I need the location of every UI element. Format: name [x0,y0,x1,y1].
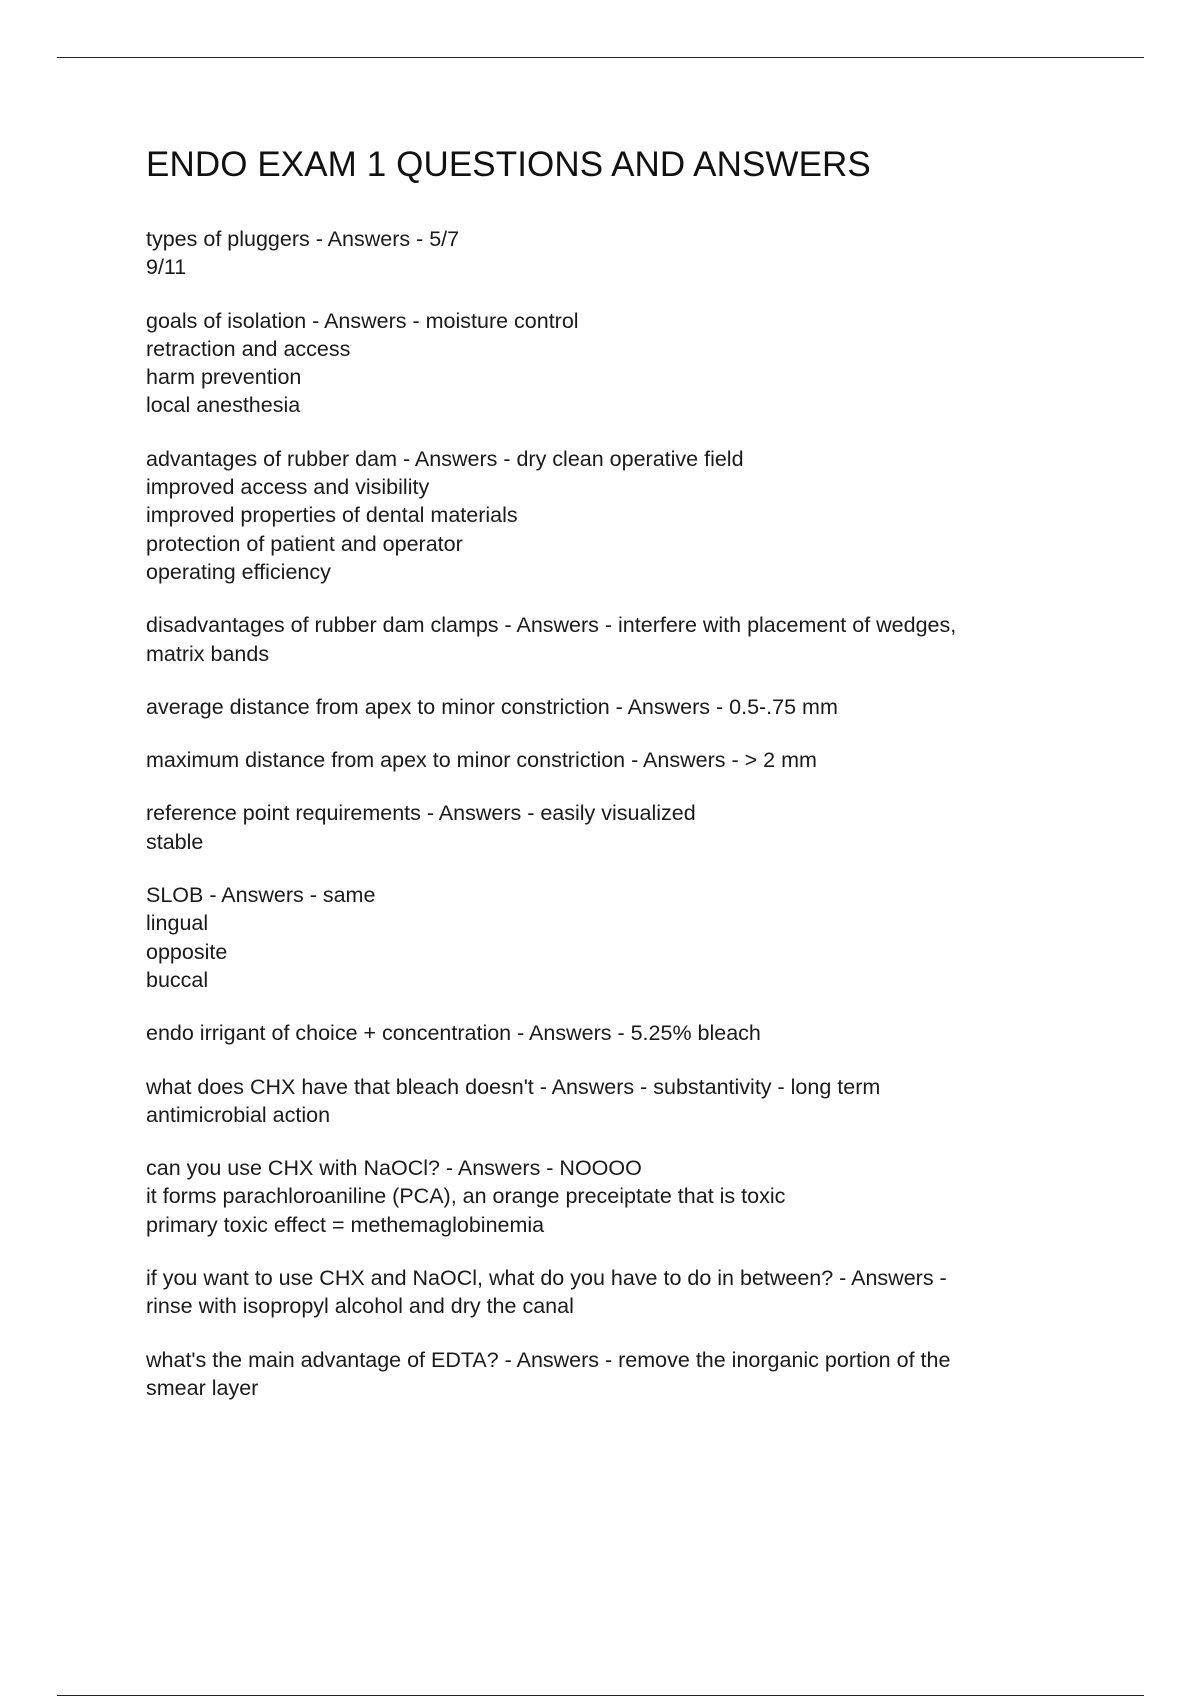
qa-line: types of pluggers - Answers - 5/7 [146,227,460,251]
qa-line: protection of patient and operator [146,531,463,556]
qa-line: reference point requirements - Answers - easily visualized [146,801,696,826]
qa-line: operating efficiency [146,559,331,584]
qa-line: retraction and access [146,336,351,361]
qa-line: it forms parachloroaniline (PCA), an orange preceiptate that is toxic [146,1184,786,1209]
qa-entry-chx-vs-bleach [146,1073,1086,1130]
qa-line: if you want to use CHX and NaOCl, what do you have to do in between? - Answers - [146,1266,947,1291]
top-divider [57,57,1144,58]
qa-line: goals of isolation - Answers - moisture control [146,308,579,333]
qa-entry-irrigant [146,1019,1086,1047]
qa-line: average distance from apex to minor constriction - Answers - 0.5-.75 mm [146,694,838,719]
qa-line: improved properties of dental materials [146,503,518,528]
qa-line: what does CHX have that bleach doesn't - Answers - substantivity - long term [146,1074,881,1099]
qa-entry-slob [146,881,1086,994]
qa-entry-rubber-dam-advantages [146,445,1086,586]
qa-line: antimicrobial action [146,1102,331,1127]
qa-entry-isolation-goals [146,307,1086,420]
qa-line: disadvantages of rubber dam clamps - Answers - interfere with placement of wedges, [146,613,957,638]
qa-list [146,225,1086,1402]
qa-line: local anesthesia [146,393,301,418]
qa-line: opposite [146,939,228,964]
qa-line: endo irrigant of choice + concentration - Answers - 5.25% bleach [146,1021,761,1046]
qa-entry-pluggers [146,225,1086,282]
qa-line: rinse with isopropyl alcohol and dry the canal [146,1294,574,1319]
qa-entry-chx-naocl-rinse [146,1264,1086,1321]
qa-line: 9/11 [146,255,187,280]
qa-entry-average-distance [146,693,1086,721]
qa-line: stable [146,829,204,854]
document-body [146,144,1086,1427]
qa-line: smear layer [146,1375,259,1400]
qa-line: matrix bands [146,641,270,666]
qa-entry-maximum-distance [146,746,1086,774]
qa-entry-clamp-disadvantages [146,611,1086,668]
qa-entry-reference-point [146,799,1086,856]
qa-line: lingual [146,911,209,936]
qa-line: primary toxic effect = methemaglobinemia [146,1212,545,1237]
qa-line: buccal [146,967,209,992]
document-title: ENDO EXAM 1 QUESTIONS AND ANSWERS [146,145,871,184]
qa-line: advantages of rubber dam - Answers - dry clean operative field [146,446,744,471]
qa-line: what's the main advantage of EDTA? - Answers - remove the inorganic portion of the [146,1347,951,1372]
qa-line: harm prevention [146,365,302,390]
qa-entry-edta [146,1346,1086,1403]
qa-line: maximum distance from apex to minor constriction - Answers - > 2 mm [146,748,817,773]
bottom-divider [57,1695,1144,1696]
qa-entry-chx-with-naocl [146,1154,1086,1239]
qa-line: improved access and visibility [146,475,430,500]
qa-line: can you use CHX with NaOCl? - Answers - NOOOO [146,1156,642,1181]
qa-line: SLOB - Answers - same [146,883,376,908]
